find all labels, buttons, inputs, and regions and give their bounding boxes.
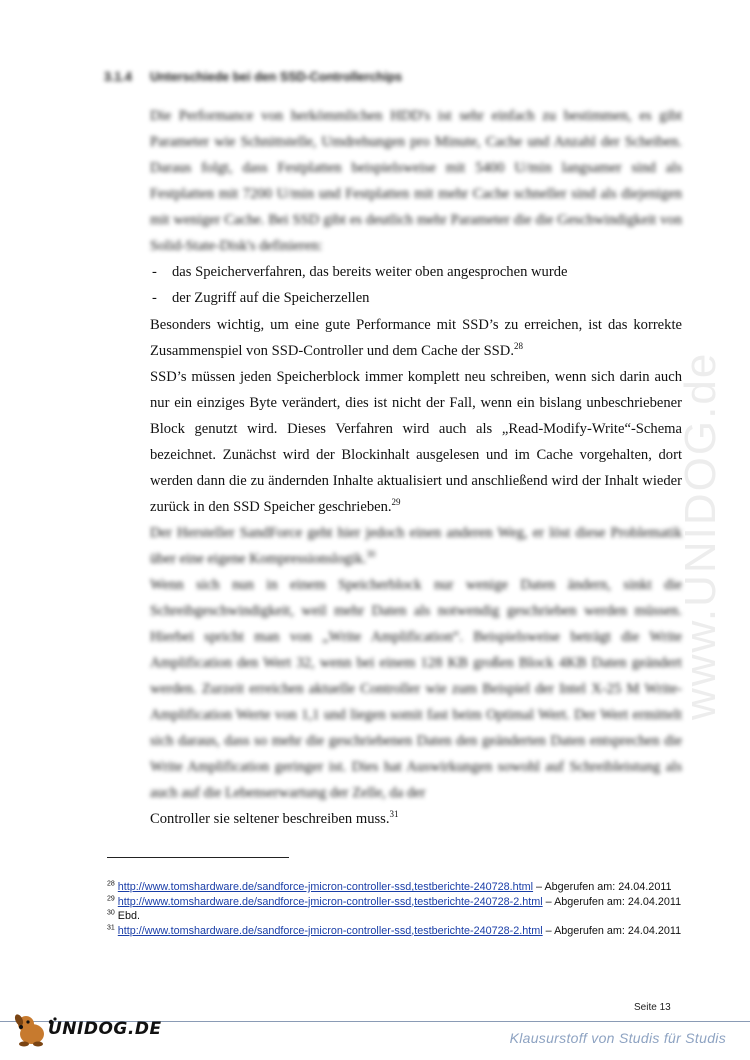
bullet-item: - das Speicherverfahren, das bereits weiter oben angesprochen wurde (152, 264, 568, 280)
watermark: www.UNIDOG.de (676, 351, 725, 720)
blurred-paragraph-2: Der Hersteller SandForce geht hier jedoch einen anderen Weg, er löst diese Problematik über eine eigene Kompressionslogik.$^{30}$ (150, 525, 682, 567)
footnote-ref[interactable]: 29 (391, 497, 401, 508)
footnote-ref[interactable]: 31 (389, 809, 399, 820)
footnote-link[interactable]: http://www.tomshardware.de/sandforce-jmicron-controller-ssd,testberichte-240728-2.html (117, 924, 543, 937)
section-heading (104, 70, 524, 84)
footnote-28: $^{28}$ http://www.tomshardware.de/sandforce-jmicron-controller-ssd,testberichte-240728.html – Abgerufen am: 24.04.2011 (107, 880, 672, 893)
section-number: 3.1.4 (104, 70, 132, 84)
footnote-ref[interactable]: 28 (514, 341, 523, 352)
footer-slogan: Klausurstoff von Studis für Studis (509, 1030, 726, 1046)
footnotes (107, 880, 687, 938)
footnote-29: $^{29}$ http://www.tomshardware.de/sandforce-jmicron-controller-ssd,testberichte-240728-2.html – Abgerufen am: 24.04.2011 (107, 894, 682, 908)
logo-text: UNIDOG.DE (48, 1019, 162, 1039)
blurred-paragraph-1: Die Performance von herkömmlichen HDD's ist sehr einfach zu bestimmen, es gibt Parameter wie Schnittstelle, Umdrehungen pro Minute, Cache und Anzahl der Scheiben. Daraus folgt, dass Festplatten beispielsweise mit 5400 U/min langsamer sind als Festplatten mit 7200 U/min und Festplatten mit mehr Cache schneller sind als diejenigen mit weniger Cache. Bei SSD gibt es deutlich mehr Parameter die die Geschwindigkeit von Solid-State-Disk's definieren: (150, 108, 682, 254)
bullet-list (150, 259, 682, 311)
section-title: Unterschiede bei den SSD-Controllerchips (150, 70, 403, 84)
page-number: Seite 13 (634, 1002, 671, 1013)
bullet-item: - der Zugriff auf die Speicherzellen (152, 290, 370, 306)
footnote-divider (107, 857, 289, 858)
footnote-30: $^{30}$ Ebd. (107, 909, 141, 922)
paragraph-controller-cache: Besonders wichtig, um eine gute Performance mit SSD’s zu erreichen, ist das korrekte Zusammenspiel von SSD-Controller und dem Cache der SSD.$^{28}$ (150, 317, 682, 359)
blurred-paragraph-3: Wenn sich nun in einem Speicherblock nur wenige Daten ändern, sinkt die Schreibgeschwindigkeit, weil mehr Daten als notwendig geschrieben werden müssen. Hierbei spricht man von „Write Amplification“. Beispielsweise beträgt die Write Amplification den Wert 32, wenn bei einem 128 KB großen Block 4KB Daten geändert werden. Zurzeit erreichen aktuelle Controller wie zum Beispiel der Intel X-25 M Write-Amplification Werte von 1,1 und liegen somit fast beim Optimal Wert. Der Wert ermittelt sich daraus, dass so mehr die geschriebenen Daten den geänderten Daten entsprechen die Write Amplification geringer ist. Dies hat Auswirkungen sowohl auf Schreibleistung als auch auf die Lebenserwartung der Zelle, da der (150, 577, 682, 801)
footnote-31: $^{31}$ http://www.tomshardware.de/sandforce-jmicron-controller-ssd,testberichte-240728-2.html – Abgerufen am: 24.04.2011 (107, 923, 682, 937)
paragraph-controller-last: Controller sie seltener beschreiben muss.$^{31}$ (150, 809, 399, 827)
paragraph-read-modify-write: SSD’s müssen jeden Speicherblock immer komplett neu schreiben, wenn sich darin auch nur ein einziges Byte verändert, dies ist nicht der Fall, wenn ein bislang unbeschriebener Block genutzt wird. Dieses Verfahren wird auch als „Read-Modify-Write“-Schema bezeichnet. Zunächst wird der Blockinhalt ausgelesen und im Cache vorgehalten, dort werden dann die zu ändernden Inhalte aktualisiert und anschließend wird der Inhalt wieder zurück in den SSD Speicher geschrieben.$^{29}$ (150, 369, 682, 515)
footnote-link[interactable]: http://www.tomshardware.de/sandforce-jmicron-controller-ssd,testberichte-240728-2.html (117, 895, 543, 908)
footnote-link[interactable]: http://www.tomshardware.de/sandforce-jmicron-controller-ssd,testberichte-240728.html (117, 881, 534, 893)
